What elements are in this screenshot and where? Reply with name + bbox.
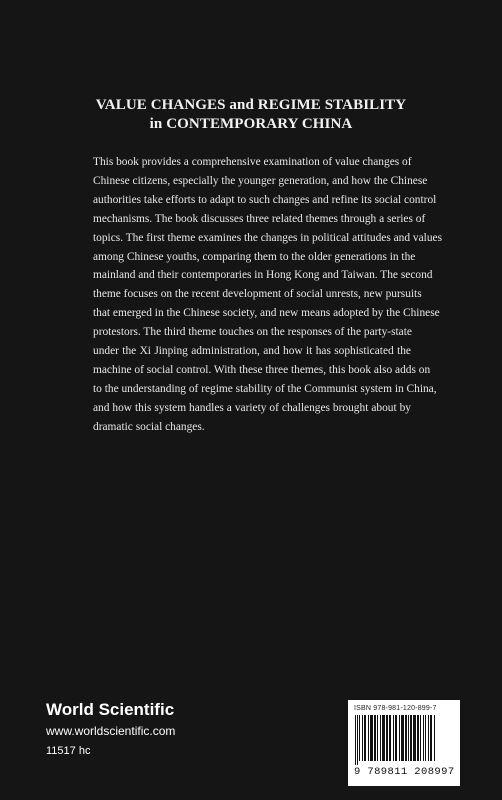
barcode-bar [408, 715, 409, 761]
book-title [40, 96, 462, 134]
barcode-bar [355, 715, 356, 765]
barcode-bar [386, 715, 388, 761]
barcode-bar [417, 715, 419, 761]
barcode-bar [410, 715, 412, 761]
barcode-bar [389, 715, 391, 761]
description-line: This book provides a comprehensive examination of value changes of [93, 156, 412, 168]
barcode-bar [357, 715, 358, 765]
barcode-bar [377, 715, 378, 761]
barcode-bar [370, 715, 373, 761]
barcode-bar [374, 715, 376, 761]
barcode-bar [401, 715, 404, 761]
barcode-panel [348, 700, 460, 786]
barcode-bar [434, 715, 435, 761]
description-line: and how this system handles a variety of challenges brought about by [93, 401, 411, 414]
description-line: machine of social control. With these three themes, this book also adds on [93, 363, 431, 376]
barcode-bars [354, 715, 456, 765]
title-line-2: in CONTEMPORARY CHINA [149, 116, 353, 132]
barcode-number: 9 789811 208997 [354, 766, 455, 778]
description-line: dramatic social changes. [93, 420, 205, 433]
barcode-bar [359, 715, 360, 761]
description-line: authorities take efforts to adapt to such changes and refine its social control [93, 193, 437, 206]
barcode-bar [382, 715, 385, 761]
publisher-url: www.worldscientific.com [46, 724, 176, 738]
barcode-bar [405, 715, 407, 761]
description-line: Chinese citizens, especially the younger generation, and how the Chinese [93, 174, 428, 187]
title-line-1: VALUE CHANGES and REGIME STABILITY [95, 97, 407, 113]
description-line: that emerged in the Chinese society, and new means adopted by the Chinese [93, 307, 440, 320]
description-line: protestors. The third theme touches on the responses of the party-state [93, 326, 412, 339]
description-line: mechanisms. The book discusses three related themes through a series of [93, 212, 426, 225]
book-description [93, 153, 443, 437]
description-line: to the understanding of regime stability of the Communist system in China, [93, 382, 437, 395]
barcode-bar [362, 715, 363, 761]
description-line: mainland and their contemporaries in Hong Kong and Taiwan. The second [93, 269, 433, 282]
barcode-bar [423, 715, 424, 761]
publisher-block [46, 700, 175, 758]
barcode-bar [420, 715, 421, 761]
barcode-bar [393, 715, 394, 761]
barcode-bar [395, 715, 397, 761]
barcode-bar [368, 715, 369, 761]
barcode-bar [413, 715, 416, 761]
description-line: theme focuses on the recent development of social unrests, new pursuits [93, 288, 422, 301]
description-line: among Chinese youths, comparing them to the older generations in the [93, 250, 416, 263]
barcode-bar [399, 715, 400, 761]
barcode-bar [425, 715, 426, 761]
barcode-bar [380, 715, 381, 761]
publisher-name: World Scientific [46, 700, 175, 719]
barcode-bar [430, 715, 432, 761]
isbn-label: ISBN 978-981-120-899-7 [354, 705, 437, 712]
product-code: 11517 hc [46, 745, 91, 757]
barcode-bar [364, 715, 366, 761]
description-line: topics. The first theme examines the changes in political attitudes and values [93, 231, 443, 244]
description-line: under the Xi Jinping administration, and how it has sophisticated the [93, 345, 411, 358]
barcode-bar [428, 715, 429, 761]
